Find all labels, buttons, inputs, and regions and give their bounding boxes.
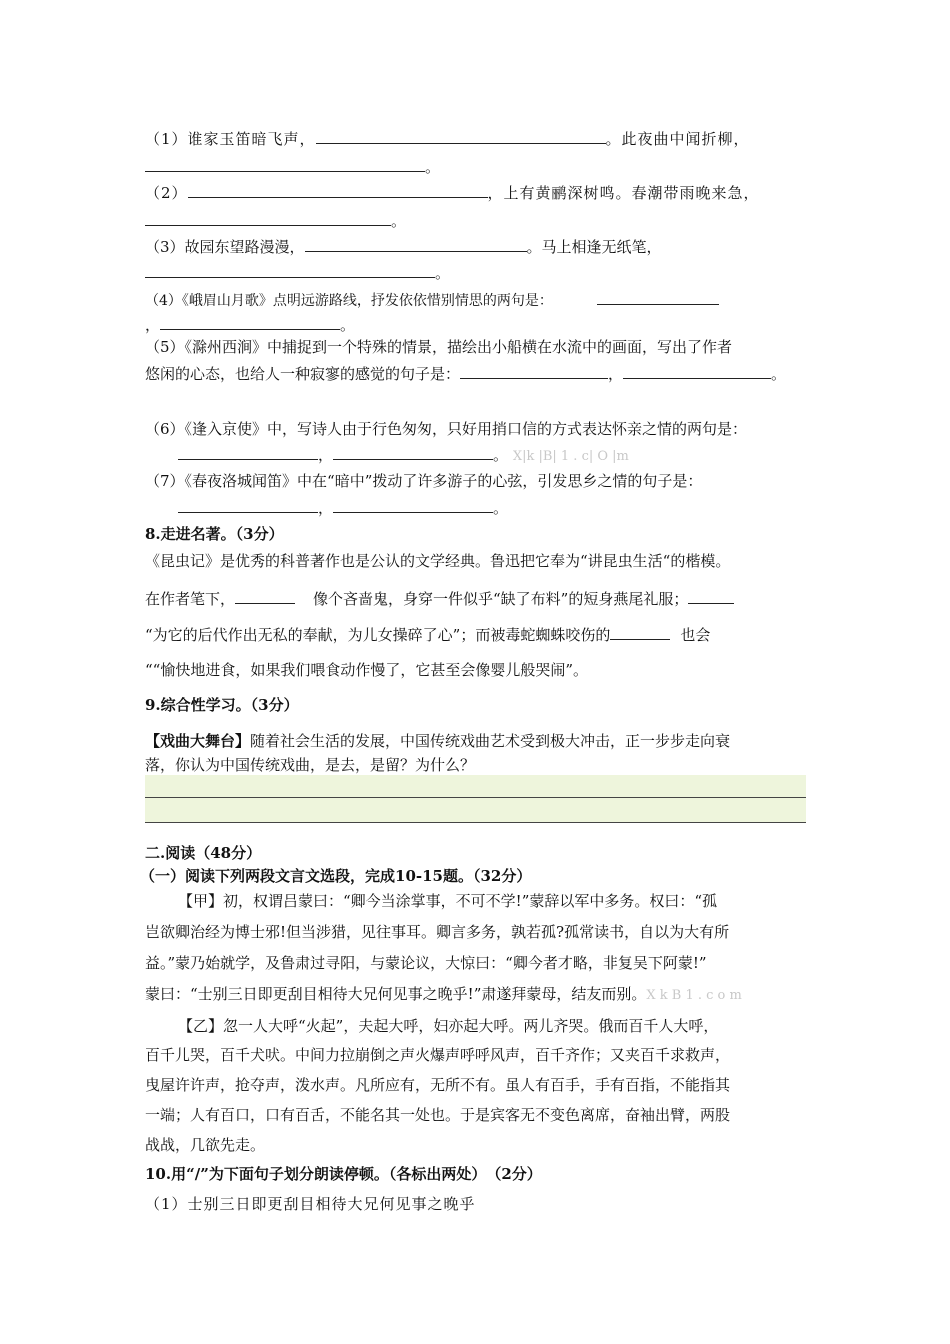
q7-item-1-cont: 。 — [145, 156, 440, 177]
q9-line-2: 落，你认为中国传统戏曲，是去，是留？为什么？ — [145, 756, 476, 774]
q8-line-4: ““愉快地进食，如果我们喂食动作慢了，它甚至会像婴儿般哭闹”。 — [145, 661, 589, 679]
q8-line-2: 在作者笔下， 像个吝啬鬼，身穿一件似乎“缺了布料”的短身燕尾礼服； — [145, 588, 734, 609]
passage-jia-line: 岂欲卿治经为博士邪!但当涉猎，见往事耳。卿言多务，孰若孤?孤常读书，自以为大有所 — [145, 923, 730, 941]
reading-subheading: （一）阅读下列两段文言文选段，完成10-15题。（32分） — [140, 867, 532, 885]
passage-jia-line: 【甲】初，权谓吕蒙曰：“卿今当涂掌事，不可不学!”蒙辞以军中多务。权曰：“孤 — [178, 892, 718, 910]
q7-item-4: （4）《峨眉山月歌》点明远游路线，抒发依依惜别情思的两句是： — [145, 289, 719, 311]
passage-jia-line: 蒙曰：“士别三日即更刮目相待大兄何见事之晚乎!”肃遂拜蒙母，结友而别。X k B 1 . c o m — [145, 985, 742, 1003]
watermark: X|k |B| 1 . c| O |m — [512, 449, 629, 464]
q7-item-7: （7）《春夜洛城闻笛》中在“暗中”拨动了许多游子的心弦，引发思乡之情的句子是： — [145, 472, 703, 490]
answer-area[interactable] — [145, 775, 806, 823]
q7-item-2-cont: 。 — [145, 210, 406, 231]
watermark: X k B 1 . c o m — [646, 988, 742, 1003]
q8-title: 8.走进名著。（3分） — [145, 525, 284, 543]
q7-item-5-cont: 悠闲的心态，也给人一种寂寥的感觉的句子是： ， 。 — [145, 365, 787, 383]
section-tag: 【戏曲大舞台】 — [145, 732, 251, 750]
answer-blank[interactable] — [333, 444, 493, 460]
q7-item-1: （1）谁家玉笛暗飞声， 。此夜曲中闻折柳， — [145, 130, 750, 148]
q10-item-1: （1）士别三日即更刮目相待大兄何见事之晚乎 — [145, 1195, 476, 1213]
passage-yi-line: 【乙】忽一人大呼“火起”，夫起大呼，妇亦起大呼。两儿齐哭。俄而百千人大呼， — [178, 1017, 719, 1035]
answer-line — [145, 797, 806, 798]
q8-line-3: “为它的后代作出无私的奉献，为儿女操碎了心”；而被毒蛇蜘蛛咬伤的 也会 — [145, 626, 711, 644]
passage-yi-line: 曳屋许许声，抢夺声，泼水声。凡所应有，无所不有。虽人有百手，手有百指，不能指其 — [145, 1076, 731, 1094]
q8-line-1: 《昆虫记》是优秀的科普著作也是公认的文学经典。鲁迅把它奉为“讲昆虫生活“的楷模。 — [145, 552, 731, 570]
answer-blank[interactable] — [235, 588, 295, 604]
q7-item-2: （2） ，上有黄鹂深树鸣。春潮带雨晚来急， — [145, 184, 760, 202]
answer-blank[interactable] — [333, 497, 493, 513]
passage-jia-line: 益。”蒙乃始就学，及鲁肃过寻阳，与蒙论议，大惊曰：“卿今者才略，非复吴下阿蒙!” — [145, 954, 707, 972]
passage-yi-line: 战战，几欲先走。 — [145, 1136, 266, 1154]
answer-blank[interactable] — [145, 262, 435, 278]
passage-yi-line: 一端；人有百口，口有百舌，不能名其一处也。于是宾客无不变色离席，奋袖出臂，两股 — [145, 1106, 731, 1124]
q7-item-7-cont: ， 。 — [178, 497, 508, 518]
q9-title: 9.综合性学习。（3分） — [145, 696, 299, 714]
answer-blank[interactable] — [597, 289, 719, 305]
q7-item-6: （6）《逢入京使》中，写诗人由于行色匆匆，只好用捎口信的方式表达怀亲之情的两句是： — [145, 420, 748, 438]
answer-blank[interactable] — [178, 497, 318, 513]
q7-item-3: （3）故园东望路漫漫， 。马上相逢无纸笔， — [145, 238, 662, 256]
answer-blank[interactable] — [188, 182, 488, 198]
q7-item-6-cont: ， 。 X|k |B| 1 . c| O |m — [178, 444, 629, 467]
answer-blank[interactable] — [178, 444, 318, 460]
section-heading: 二.阅读（48分） — [145, 844, 262, 862]
passage-yi-line: 百千儿哭，百千犬吠。中间力拉崩倒之声火爆声呼呼风声，百千齐作；又夹百千求救声， — [145, 1046, 731, 1064]
q10-title: 10.用“/”为下面句子划分朗读停顿。（各标出两处） （2分） — [145, 1165, 542, 1183]
answer-blank[interactable] — [145, 210, 391, 226]
answer-blank[interactable] — [145, 156, 425, 172]
answer-blank[interactable] — [623, 363, 771, 379]
q7-item-5: （5）《滁州西涧》中捕捉到一个特殊的情景，描绘出小船横在水流中的画面，写出了作者 — [145, 338, 733, 356]
answer-blank[interactable] — [460, 363, 608, 379]
answer-blank[interactable] — [316, 128, 606, 144]
q7-item-3-cont: 。 — [145, 262, 450, 283]
q7-item-4-cont: ， 。 — [145, 316, 356, 334]
answer-blank[interactable] — [688, 588, 734, 604]
answer-blank[interactable] — [305, 236, 527, 252]
answer-line — [145, 822, 806, 823]
answer-blank[interactable] — [610, 624, 670, 640]
q9-line-1: 【戏曲大舞台】随着社会生活的发展，中国传统戏曲艺术受到极大冲击，正一步步走向衰 — [145, 732, 731, 750]
answer-blank[interactable] — [160, 314, 340, 330]
